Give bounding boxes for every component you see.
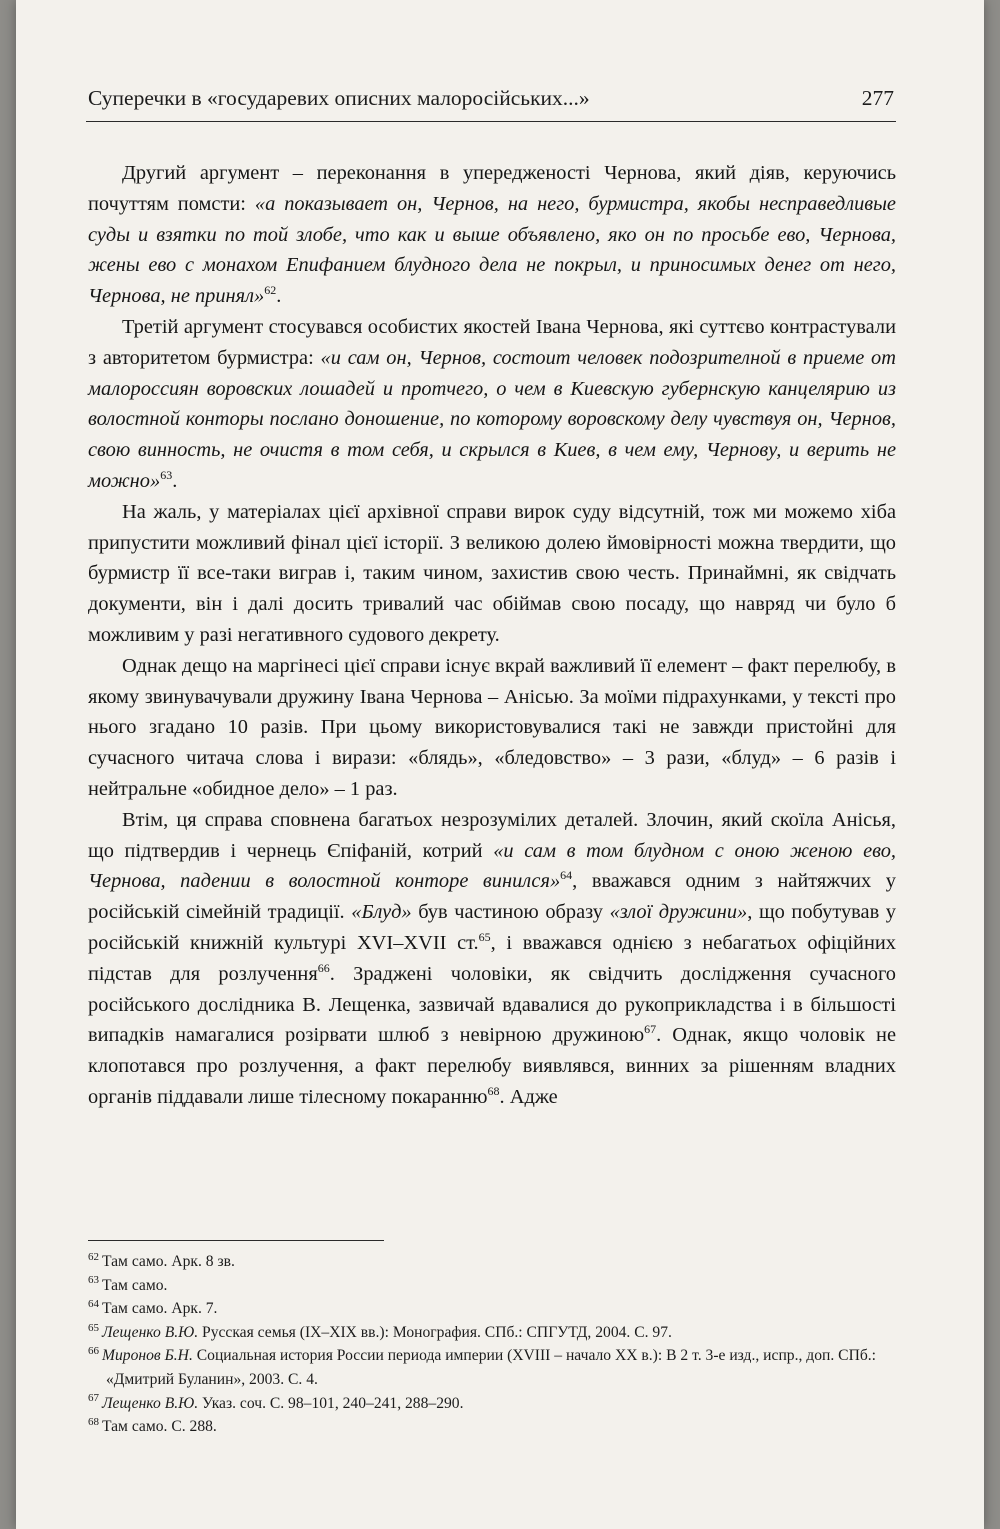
footnote-ref-64[interactable]: 64 bbox=[560, 868, 573, 883]
footnotes bbox=[88, 1250, 896, 1439]
paragraph-1: Другий аргумент – переконання в упередженості Чернова, який діяв, керуючись почуттям помсти: «а показывает он, Чернов, на него, бурмистра, якобы несправедливые суды и взятки по той злобе, что как и выше объявлено, яко он по просьбе ево, Чернова, жены ево с монахом Епифанием блудного дела не покрыл, и приносимых денег от него, Чернова, не принял»$^{62}$. bbox=[88, 162, 896, 308]
paragraph-4: Однак дещо на маргінесі цієї справи існує вкрай важливий її елемент – факт перелюбу, в якому звинувачували дружину Івана Чернова – Анісью. За моїми підрахунками, у тексті про нього згадано 10 разів. При цьому використовувалися такі не завжди пристойні для сучасного читача слова і вирази: «блядь», «бледовство» – 3 рази, «блуд» – 6 разів і нейтральне «обидное дело» – 1 раз. bbox=[88, 654, 896, 800]
footnote-ref-66[interactable]: 66 bbox=[317, 960, 330, 975]
footnote-ref-65[interactable]: 65 bbox=[478, 930, 491, 945]
footnote-64: $^{64}$ Там само. Арк. 7. bbox=[88, 1298, 218, 1318]
footnote-ref-67[interactable]: 67 bbox=[644, 1022, 657, 1037]
footnote-67: $^{67}$ Лещенко В.Ю. Указ. соч. С. 98–101, 240–241, 288–290. bbox=[88, 1392, 464, 1412]
main-text bbox=[88, 158, 896, 1113]
footnote-65: $^{65}$ Лещенко В.Ю. Русская семья (IX–XIX вв.): Монография. СПб.: СПГУТД, 2004. С. 97. bbox=[88, 1321, 672, 1341]
footnote-ref-63[interactable]: 63 bbox=[160, 468, 173, 483]
footnote-ref-68[interactable]: 68 bbox=[487, 1084, 500, 1099]
paragraph-3: На жаль, у матеріалах цієї архівної справи вирок суду відсутній, тож ми можемо хіба припустити можливий фінал цієї історії. З великою долею ймовірності можна твердити, що бурмистр її все-таки виграв і, таким чином, захистив свою честь. Принаймні, як свідчать документи, він і далі досить тривалий час обіймав свою посаду, що навряд чи було б можливим у разі негативного судового декрету. bbox=[88, 500, 896, 646]
footnote-63: $^{63}$ Там само. bbox=[88, 1274, 168, 1294]
book-page bbox=[16, 0, 984, 1529]
header-rule bbox=[86, 121, 896, 122]
footnote-separator bbox=[88, 1240, 384, 1241]
running-header bbox=[88, 86, 894, 111]
footnote-62: $^{62}$ Там само. Арк. 8 зв. bbox=[88, 1250, 235, 1270]
running-title: Суперечки в «государевих описних малоросійських...» bbox=[88, 86, 590, 110]
footnote-66: $^{66}$ Миронов Б.Н. Социальная история России периода империи (XVIII – начало XX в.): В 2 т. 3-е изд., испр., доп. СПб.: «Дмитрий Буланин», 2003. С. 4. bbox=[88, 1345, 876, 1388]
paragraph-2: Третій аргумент стосувався особистих якостей Івана Чернова, які суттєво контрастували з авторитетом бурмистра: «и сам он, Чернов, состоит человек подозрителной в приеме от малороссиян воровских лошадей и протчего, о чем в Киевскую губернскую канцелярию из волостной конторы послано доношение, по которому воровскому делу чувствуя он, Чернов, свою винность, не очистя в том себя, и скрылся в Киев, в чем ему, Чернову, и верить не можно»$^{63}$. bbox=[88, 315, 896, 492]
page-number: 277 bbox=[861, 86, 894, 110]
footnote-ref-62[interactable]: 62 bbox=[264, 283, 277, 298]
paragraph-5: Втім, ця справа сповнена багатьох незрозумілих деталей. Злочин, який скоїла Анісья, що підтвердив і чернець Єпіфаній, котрий «и сам в том блудном с оною женою ево, Чернова, падении в волостной конторе винился»$^{64}$, вважався одним з найтяжчих у російській сімейній традиції. «Блуд» був частиною образу «злої дружини», що побутував у російській книжній культурі XVI–XVII ст.$^{65}$, і вважався однією з небагатьох офіційних підстав для розлучення$^{66}$. Зраджені чоловіки, як свідчить дослідження сучасного російського дослідника В. Лещенка, зазвичай вдавалися до рукоприкладства і в більшості випадків намагалися розірвати шлюб з невірною дружиною$^{67}$. Однак, якщо чоловік не клопотався про розлучення, а факт перелюбу виявлявся, винних за рішенням владних органів піддавали лише тілесному покаранню$^{68}$. Адже bbox=[88, 808, 896, 1108]
footnote-68: $^{68}$ Там само. С. 288. bbox=[88, 1415, 217, 1436]
